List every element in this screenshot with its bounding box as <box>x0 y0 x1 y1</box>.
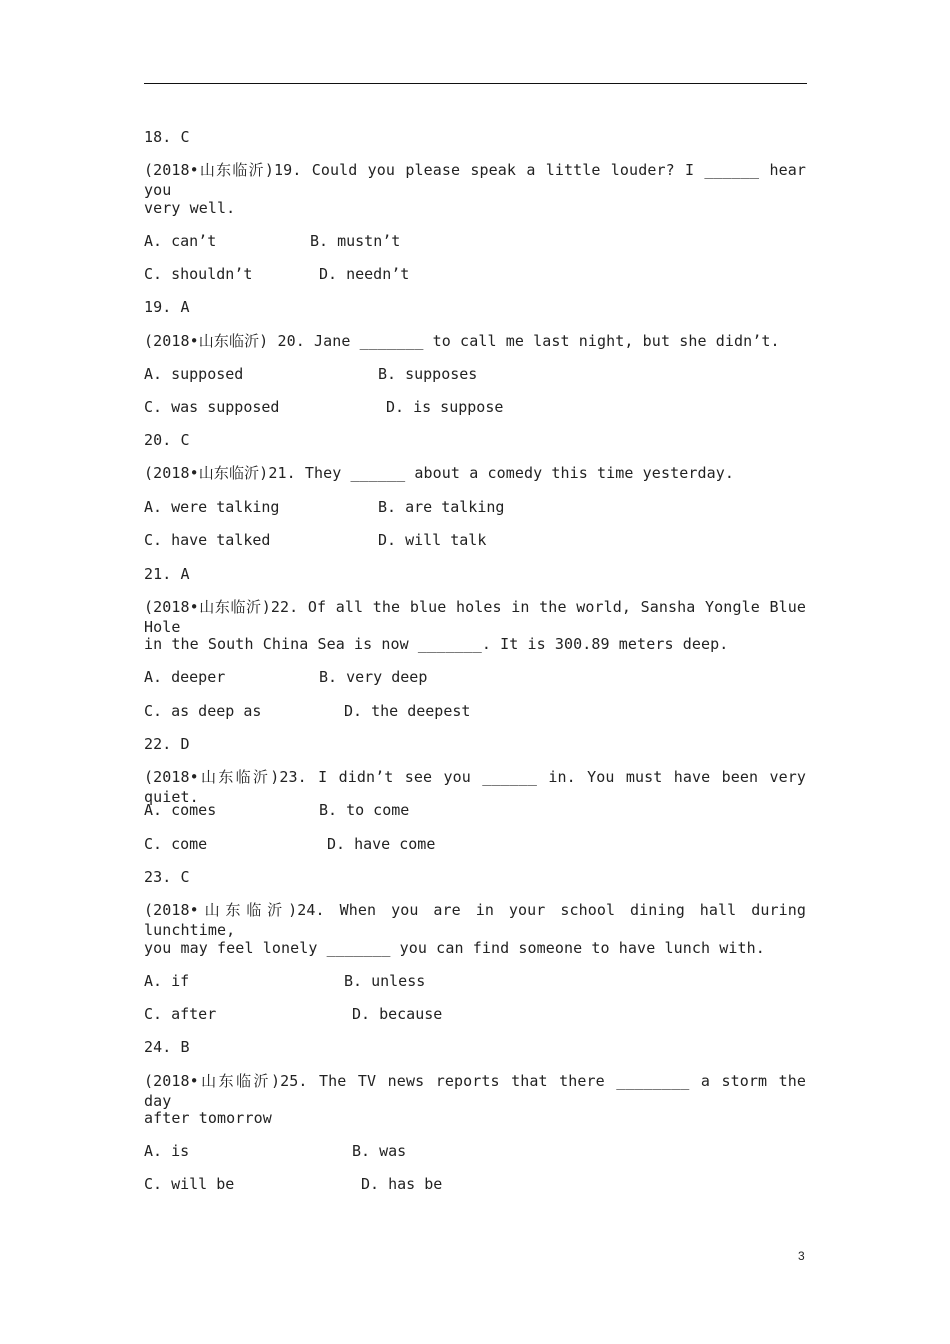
question-24-option-b: B. unless <box>344 972 426 990</box>
question-21-option-c: C. have talked <box>144 531 271 549</box>
question-24-stem: (2018•山东临沂)24. When you are in your school dining hall during lunchtime, <box>144 901 806 939</box>
question-23-option-b: B. to come <box>319 801 410 819</box>
question-22-option-b: B. very deep <box>319 668 428 686</box>
question-22-stem: (2018•山东临沂)22. Of all the blue holes in the world, Sansha Yongle Blue Hole <box>144 598 806 636</box>
question-19-stem: (2018•山东临沂)19. Could you please speak a little louder? I ______ hear you <box>144 161 806 199</box>
question-20-option-b: B. supposes <box>378 365 478 383</box>
answer-20: 20. C <box>144 431 190 449</box>
question-20-option-a: A. supposed <box>144 365 244 383</box>
question-21-option-b: B. are talking <box>378 498 505 516</box>
question-22-stem-cont: in the South China Sea is now _______. It is 300.89 meters deep. <box>144 635 729 653</box>
question-19-option-d: D. needn’t <box>319 265 410 283</box>
answer-23: 23. C <box>144 868 190 886</box>
question-25-option-d: D. has be <box>361 1175 443 1193</box>
question-23-option-c: C. come <box>144 835 208 853</box>
question-24-option-a: A. if <box>144 972 190 990</box>
header-rule <box>144 83 807 84</box>
question-22-option-d: D. the deepest <box>344 702 471 720</box>
question-24-stem-cont: you may feel lonely _______ you can find someone to have lunch with. <box>144 939 765 957</box>
answer-21: 21. A <box>144 565 190 583</box>
question-19-stem-cont: very well. <box>144 199 236 217</box>
question-25-option-a: A. is <box>144 1142 190 1160</box>
answer-18: 18. C <box>144 128 190 146</box>
question-19-option-a: A. can’t <box>144 232 217 250</box>
answer-24: 24. B <box>144 1038 190 1056</box>
answer-22: 22. D <box>144 735 190 753</box>
answer-19: 19. A <box>144 298 190 316</box>
question-21-option-d: D. will talk <box>378 531 487 549</box>
question-23-option-a: A. comes <box>144 801 217 819</box>
question-23-option-d: D. have come <box>327 835 436 853</box>
question-25-stem-cont: after tomorrow <box>144 1109 272 1127</box>
question-21-stem: (2018•山东临沂)21. They ______ about a comedy this time yesterday. <box>144 464 734 482</box>
question-23-stem: (2018•山东临沂)23. I didn’t see you ______ in. You must have been very quiet. <box>144 768 806 806</box>
question-25-option-c: C. will be <box>144 1175 235 1193</box>
question-25-option-b: B. was <box>352 1142 407 1160</box>
question-20-option-d: D. is suppose <box>386 398 504 416</box>
question-19-option-c: C. shouldn’t <box>144 265 253 283</box>
question-25-stem: (2018•山东临沂)25. The TV news reports that there ________ a storm the day <box>144 1072 806 1110</box>
question-24-option-d: D. because <box>352 1005 443 1023</box>
page-number: 3 <box>798 1249 805 1263</box>
question-22-option-a: A. deeper <box>144 668 226 686</box>
question-20-stem: (2018•山东临沂) 20. Jane _______ to call me last night, but she didn’t. <box>144 332 780 350</box>
question-19-option-b: B. mustn’t <box>310 232 401 250</box>
question-21-option-a: A. were talking <box>144 498 280 516</box>
question-22-option-c: C. as deep as <box>144 702 262 720</box>
question-20-option-c: C. was supposed <box>144 398 280 416</box>
question-24-option-c: C. after <box>144 1005 217 1023</box>
